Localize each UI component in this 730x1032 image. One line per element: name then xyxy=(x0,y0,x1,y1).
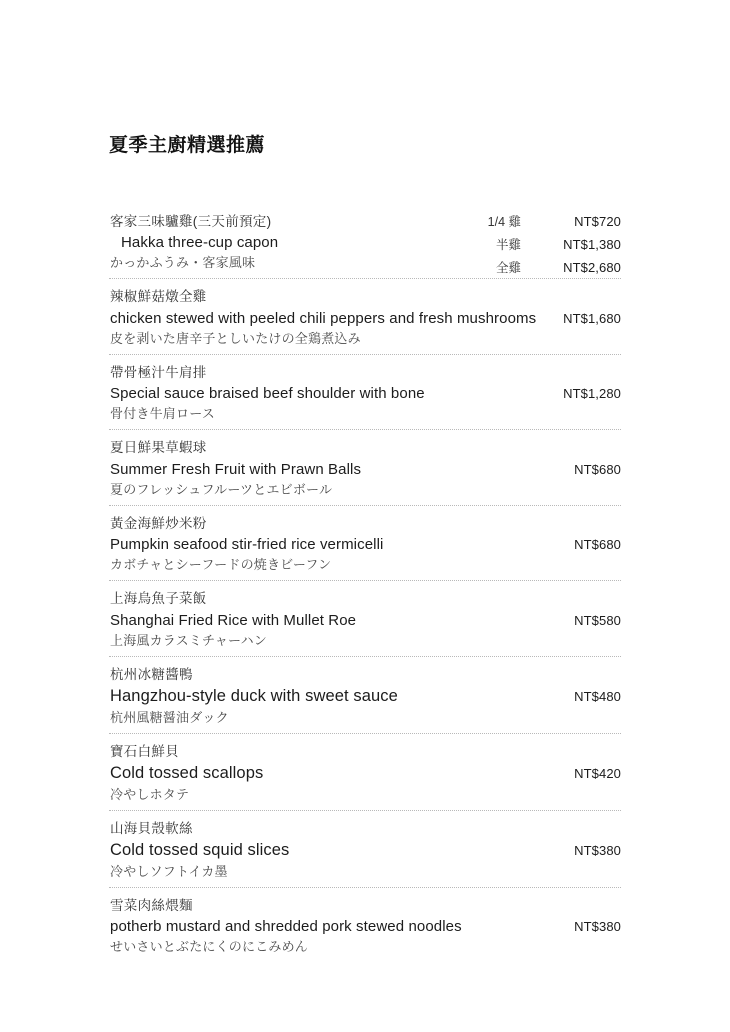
price-value: NT$480 xyxy=(574,689,621,705)
price-value: NT$1,680 xyxy=(563,310,621,326)
price-value: NT$580 xyxy=(574,612,621,628)
dish-name-en: Cold tossed squid slices xyxy=(110,841,290,860)
dish-name-en: Special sauce braised beef shoulder with bone xyxy=(110,385,425,403)
dish-name-zh: 黃金海鮮炒米粉 xyxy=(110,515,207,531)
dish-name-en: Cold tossed scallops xyxy=(110,764,264,783)
menu-item xyxy=(109,587,621,657)
menu-item xyxy=(109,436,621,506)
dish-name-zh: 寶石白鮮貝 xyxy=(110,743,179,759)
dish-name-en: Shanghai Fried Rice with Mullet Roe xyxy=(110,611,357,629)
dish-name-en: potherb mustard and shredded pork stewed noodles xyxy=(110,918,462,936)
dish-name-en: Summer Fresh Fruit with Prawn Balls xyxy=(110,460,362,478)
price-value: NT$420 xyxy=(574,766,621,782)
portion-label: 半雞 xyxy=(495,238,521,253)
dish-name-zh: 雪菜肉絲煨麵 xyxy=(110,897,193,913)
dish-name-en: Hakka three-cup capon xyxy=(121,234,279,252)
dish-name-ja: 上海風カラスミチャーハン xyxy=(110,632,267,648)
dish-name-en: Hangzhou-style duck with sweet sauce xyxy=(110,687,398,706)
dish-name-ja: かっかふうみ・客家風味 xyxy=(110,255,256,271)
page-title: 夏季主廚精選推薦 xyxy=(109,135,266,156)
menu-item xyxy=(109,512,621,582)
dish-name-ja: カボチャとシーフードの焼きビーフン xyxy=(110,557,332,573)
menu-item xyxy=(109,285,621,355)
dish-name-en: Pumpkin seafood stir-fried rice vermicelli xyxy=(110,536,384,554)
dish-name-zh: 上海烏魚子菜飯 xyxy=(110,591,207,607)
dish-name-zh: 辣椒鮮菇燉全雞 xyxy=(110,289,207,305)
price-value: NT$720 xyxy=(574,213,621,229)
dish-name-ja: 皮を剥いた唐辛子としいたけの全鶏煮込み xyxy=(110,330,361,346)
price-value: NT$380 xyxy=(574,843,621,859)
price-value: NT$380 xyxy=(574,919,621,935)
dish-name-ja: 冷やしホタテ xyxy=(110,786,190,802)
dish-name-ja: 杭州風糖醤油ダック xyxy=(110,709,229,725)
dish-name-ja: せいさいとぶたにくのにこみめん xyxy=(110,939,309,955)
price-value: NT$680 xyxy=(574,537,621,553)
dish-name-zh: 杭州冰糖醬鴨 xyxy=(110,666,193,682)
dish-name-ja: 骨付き牛肩ロース xyxy=(110,406,215,422)
dish-name-ja: 冷やしソフトイカ墨 xyxy=(110,863,228,879)
dish-name-ja: 夏のフレッシュフルーツとエビボール xyxy=(110,481,333,497)
menu-container xyxy=(109,134,621,968)
dish-name-zh: 帶骨極汁牛肩排 xyxy=(110,364,207,380)
price-value: NT$680 xyxy=(574,461,621,477)
menu-item-text xyxy=(109,210,621,272)
price-value: NT$1,380 xyxy=(563,236,621,252)
menu-item xyxy=(109,740,621,811)
menu-item xyxy=(109,817,621,888)
dish-name-zh: 客家三味驢雞(三天前預定) xyxy=(110,213,272,229)
price-value: NT$1,280 xyxy=(563,386,621,402)
menu-item xyxy=(109,663,621,734)
dish-name-zh: 山海貝殼軟絲 xyxy=(110,820,193,836)
menu-item xyxy=(109,361,621,431)
dish-name-zh: 夏日鮮果草蝦球 xyxy=(110,440,207,456)
dish-name-en: chicken stewed with peeled chili peppers and fresh mushrooms xyxy=(110,309,537,327)
menu-item xyxy=(109,894,621,963)
menu-item-list xyxy=(109,210,621,963)
menu-item xyxy=(109,210,621,280)
portion-label: 全雞 xyxy=(495,261,521,276)
price-value: NT$2,680 xyxy=(563,259,621,275)
portion-label: 1/4 雞 xyxy=(487,215,521,230)
